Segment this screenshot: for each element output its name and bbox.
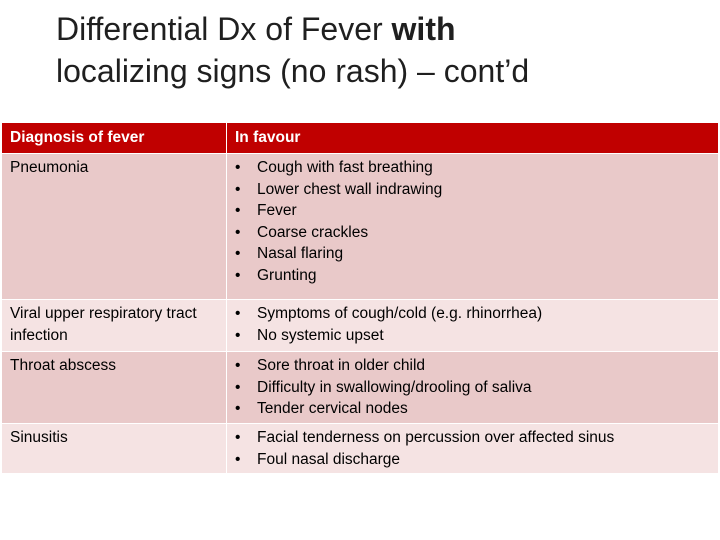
sign-text: Sore throat in older child: [257, 357, 426, 374]
sign-text: Tender cervical nodes: [257, 400, 408, 417]
table-row: [2, 300, 719, 352]
sign-text: Difficulty in swallowing/drooling of saliva: [257, 378, 532, 396]
title-text-part1: Differential Dx of Fever: [56, 11, 392, 47]
list-item: • Grunting: [235, 266, 317, 284]
sign-text: Cough with fast breathing: [257, 159, 433, 176]
signs-cell: [227, 300, 719, 352]
title-text-bold: with: [391, 11, 456, 47]
diagnosis-cell: Throat abscess: [2, 352, 227, 424]
table-header-row: [2, 123, 719, 154]
header-diagnosis: Diagnosis of fever: [2, 123, 227, 154]
table-row: [2, 352, 719, 424]
signs-cell: [227, 154, 719, 300]
signs-cell: [227, 352, 719, 424]
list-item: • No systemic upset: [235, 326, 384, 344]
signs-list: [235, 157, 710, 286]
diagnosis-cell: Viral upper respiratory tract infection: [2, 300, 227, 352]
signs-list: [235, 303, 710, 346]
sign-text: Grunting: [257, 266, 317, 284]
list-item: • Symptoms of cough/cold (e.g. rhinorrhea): [235, 305, 543, 322]
sign-text: Symptoms of cough/cold (e.g. rhinorrhea): [257, 305, 543, 322]
list-item: • Sore throat in older child: [235, 357, 426, 374]
diagnosis-cell: Pneumonia: [2, 154, 227, 300]
sign-text: Coarse crackles: [257, 223, 369, 241]
list-item: • Coarse crackles: [235, 223, 369, 241]
differential-table: [1, 122, 719, 474]
signs-list: [235, 427, 710, 470]
list-item: • Facial tenderness on percussion over affected sinus: [235, 429, 615, 446]
sign-text: Lower chest wall indrawing: [257, 180, 443, 198]
signs-cell: [227, 424, 719, 474]
signs-list: [235, 355, 710, 420]
sign-text: Fever: [257, 202, 297, 219]
sign-text: Nasal flaring: [257, 245, 344, 262]
header-in-favour: In favour: [227, 123, 719, 154]
table-row: [2, 424, 719, 474]
sign-text: No systemic upset: [257, 326, 384, 344]
table-row: [2, 154, 719, 300]
title-text-part2: localizing signs (no rash) – cont’d: [56, 53, 530, 89]
list-item: • Nasal flaring: [235, 245, 344, 262]
slide-title: [56, 8, 696, 92]
diagnosis-cell: Sinusitis: [2, 424, 227, 474]
list-item: • Tender cervical nodes: [235, 400, 408, 417]
list-item: • Foul nasal discharge: [235, 450, 401, 468]
list-item: • Difficulty in swallowing/drooling of saliva: [235, 378, 532, 396]
list-item: • Cough with fast breathing: [235, 159, 433, 176]
list-item: • Lower chest wall indrawing: [235, 180, 443, 198]
list-item: • Fever: [235, 202, 297, 219]
sign-text: Foul nasal discharge: [257, 450, 401, 468]
sign-text: Facial tenderness on percussion over affected sinus: [257, 429, 615, 446]
